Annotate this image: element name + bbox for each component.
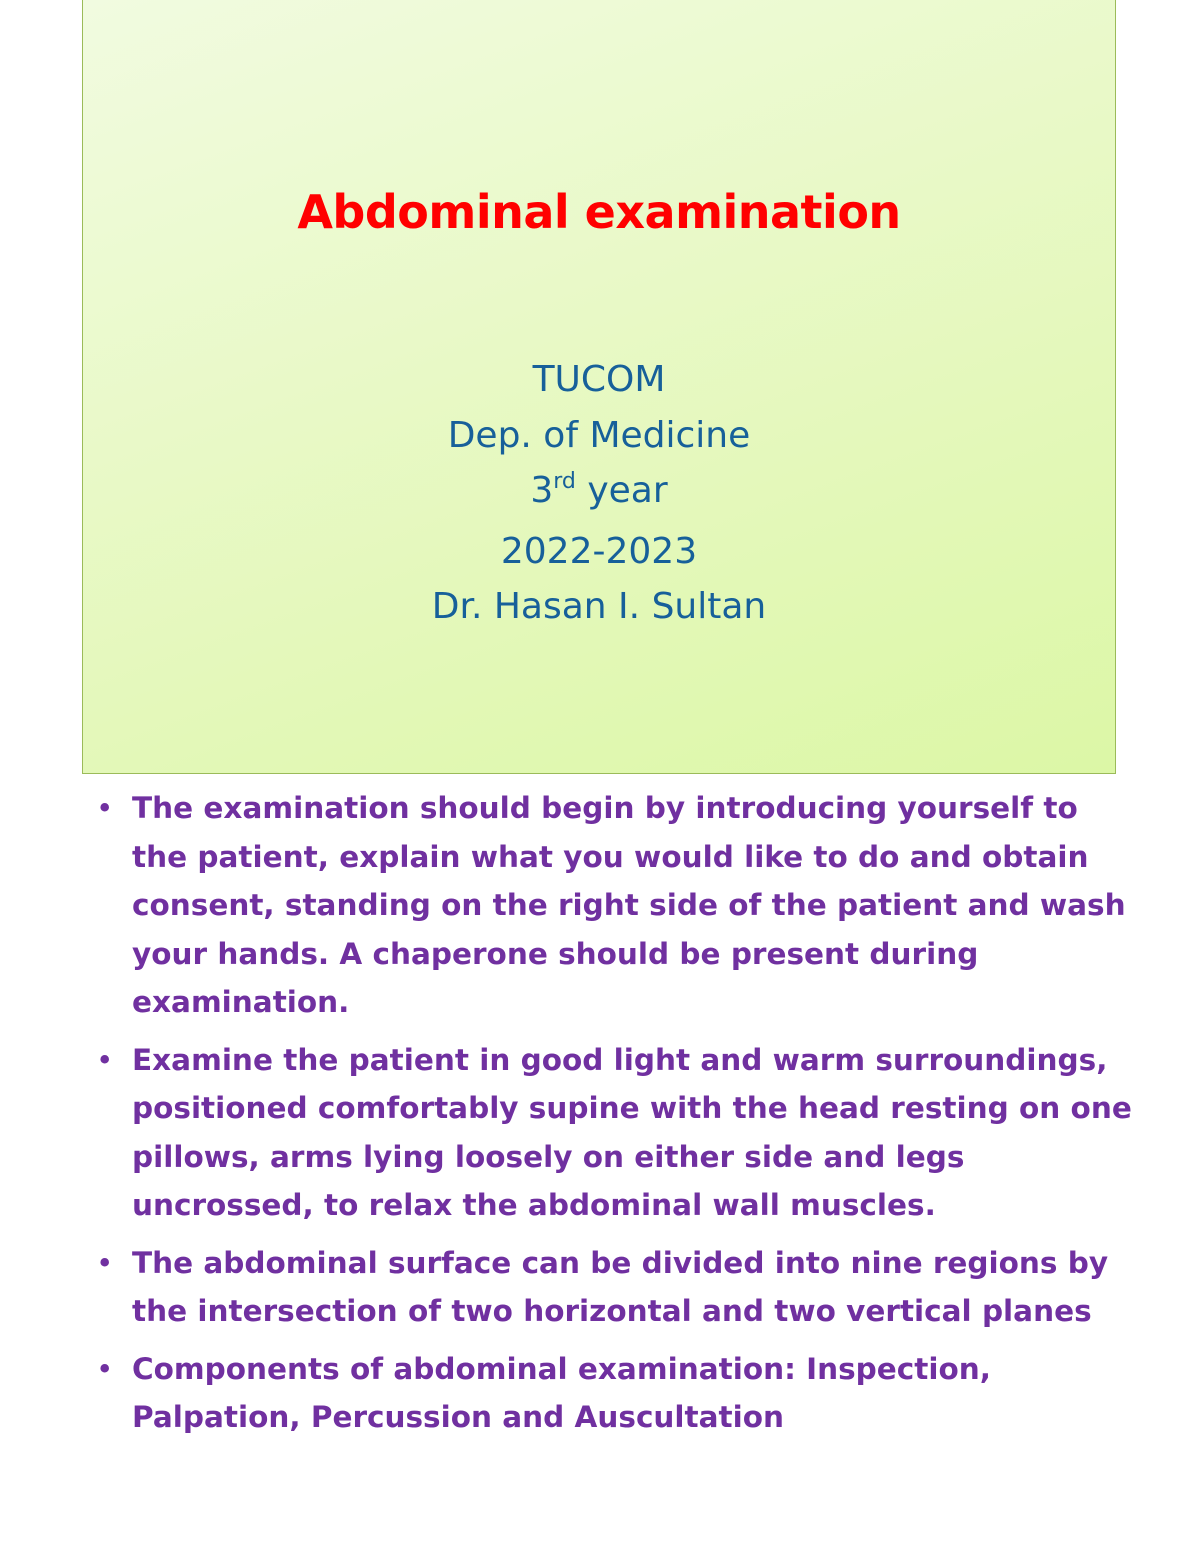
bullet-icon: • [96, 1245, 114, 1280]
title-slide [82, 0, 1116, 774]
year-suffix: rd [553, 469, 576, 494]
subtitle-block [83, 352, 1115, 635]
year-line [83, 463, 1115, 524]
bullet-item-components [96, 1345, 1136, 1442]
bullet-list [96, 784, 1136, 1451]
bullet-text: Examine the patient in good light and warm surroundings, positioned comfortably supine with the head resting on one pillows, arms lying loosely on either side and legs uncrossed, to relax the abdominal wall muscles. [132, 1042, 1132, 1222]
year-number: 3 [530, 470, 554, 511]
institution-line: TUCOM [532, 359, 666, 400]
bullet-icon: • [96, 791, 114, 825]
bullet-text: The examination should begin by introducing yourself to the patient, explain what you would like to do and obtain consent, standing on the right side of the patient and wash your hands. A chaperone should be present during examination. [132, 791, 1126, 1019]
bullet-item-positioning [96, 1036, 1136, 1230]
bullet-icon: • [96, 1351, 114, 1386]
academic-year-line: 2022-2023 [500, 530, 698, 572]
department-line: Dep. of Medicine [447, 414, 751, 456]
bullet-text: The abdominal surface can be divided into nine regions by the intersection of two horizontal and two vertical planes [132, 1245, 1109, 1328]
slide-title: Abdominal examination [297, 185, 901, 239]
bullet-icon: • [96, 1042, 114, 1077]
bullet-item-regions [96, 1239, 1136, 1336]
author-line: Dr. Hasan I. Sultan [431, 586, 767, 627]
bullet-item-introduction [96, 784, 1136, 1027]
year-word: year [575, 470, 668, 511]
bullet-text: Components of abdominal examination: Inspection, Palpation, Percussion and Auscultation [132, 1351, 991, 1434]
